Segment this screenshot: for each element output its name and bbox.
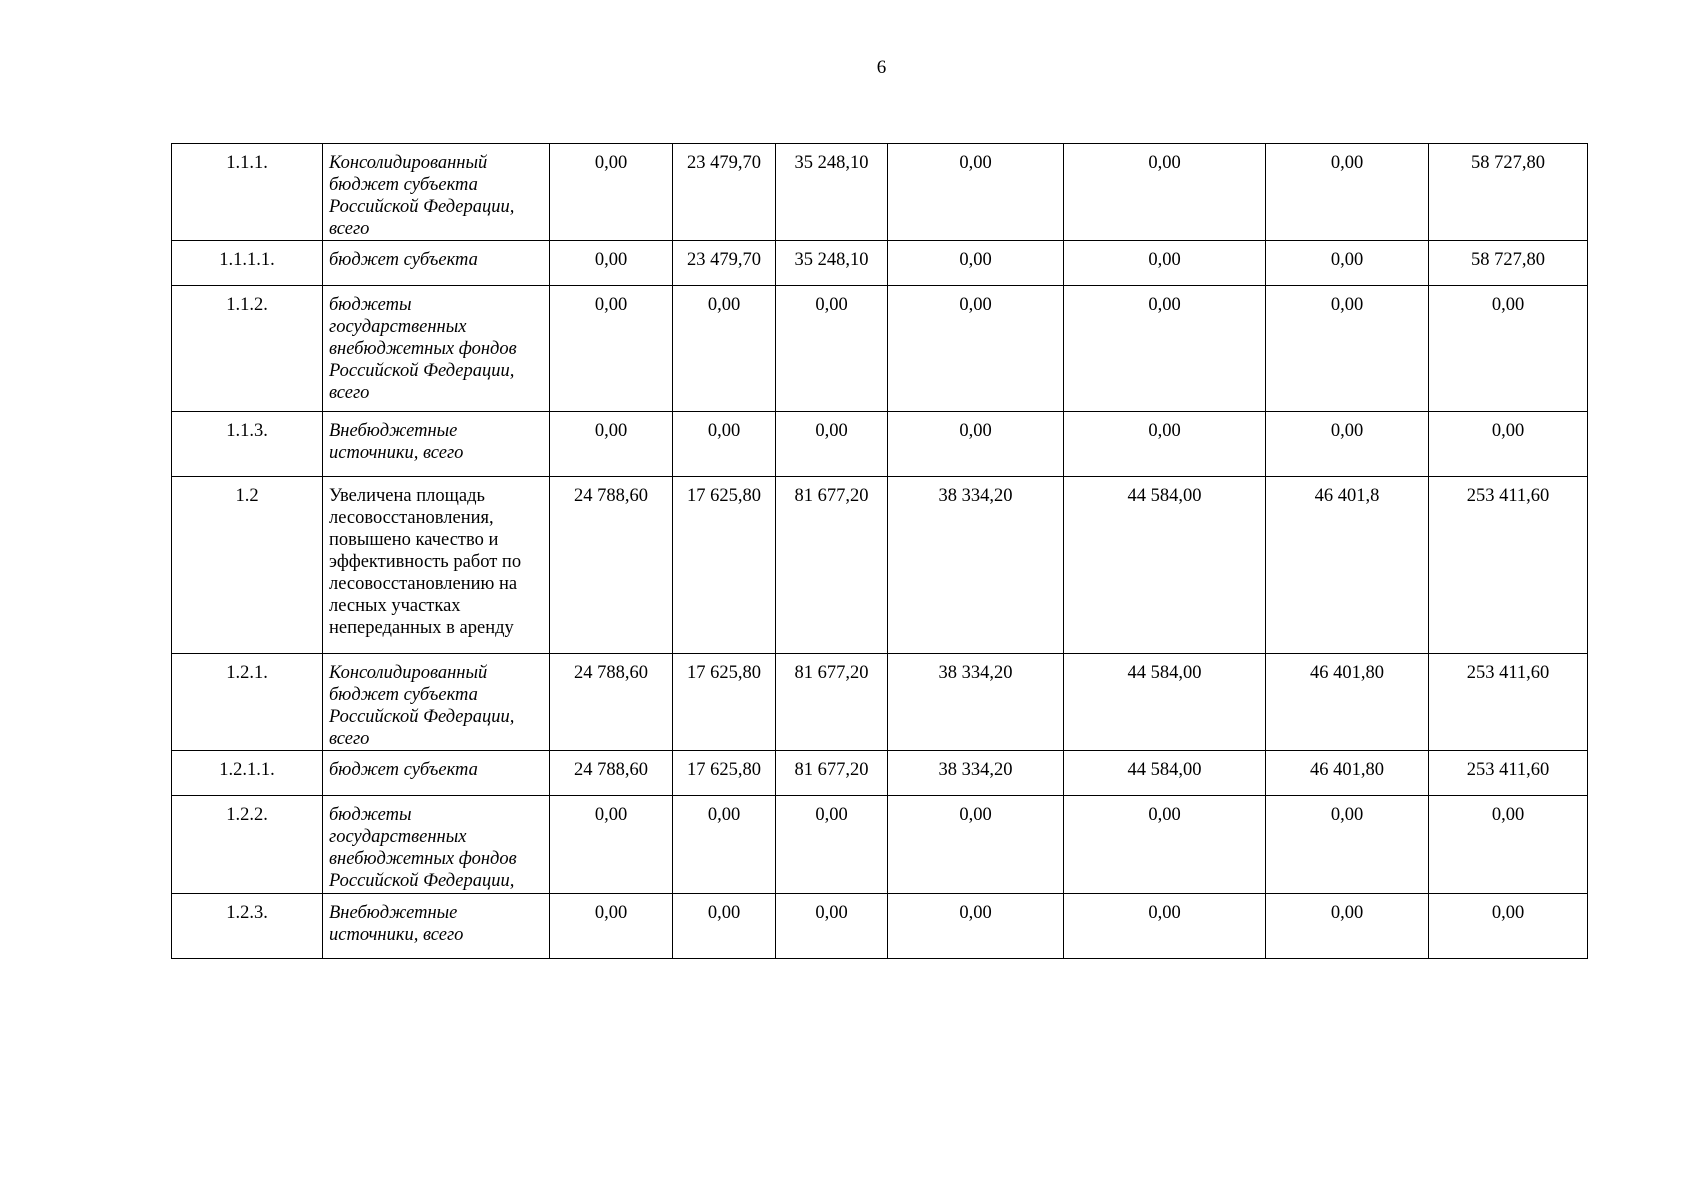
value-cell: 0,00 xyxy=(1064,241,1266,286)
value-cell: 0,00 xyxy=(1064,412,1266,477)
value-cell: 44 584,00 xyxy=(1064,751,1266,796)
value-cell: 0,00 xyxy=(1266,286,1429,412)
value-cell: 24 788,60 xyxy=(550,751,673,796)
value-cell: 35 248,10 xyxy=(776,144,888,241)
table-row xyxy=(172,796,1588,894)
value-cell: 0,00 xyxy=(1064,286,1266,412)
value-cell: 46 401,8 xyxy=(1266,477,1429,654)
row-description: бюджеты государственных внебюджетных фондов Российской Федерации, всего xyxy=(323,286,550,412)
row-description: Консолидированный бюджет субъекта Российской Федерации, всего xyxy=(323,654,550,751)
table-row xyxy=(172,654,1588,751)
row-description: бюджет субъекта xyxy=(323,751,550,796)
row-description: Консолидированный бюджет субъекта Российской Федерации, всего xyxy=(323,144,550,241)
value-cell: 17 625,80 xyxy=(673,477,776,654)
value-cell: 0,00 xyxy=(673,412,776,477)
value-cell: 17 625,80 xyxy=(673,751,776,796)
value-cell: 58 727,80 xyxy=(1429,144,1588,241)
value-cell: 0,00 xyxy=(1266,412,1429,477)
value-cell: 253 411,60 xyxy=(1429,751,1588,796)
table-row xyxy=(172,751,1588,796)
value-cell: 38 334,20 xyxy=(888,654,1064,751)
row-code: 1.1.2. xyxy=(172,286,323,412)
row-description: Внебюджетные источники, всего xyxy=(323,894,550,959)
value-cell: 0,00 xyxy=(550,241,673,286)
value-cell: 0,00 xyxy=(1429,286,1588,412)
value-cell: 0,00 xyxy=(1266,241,1429,286)
value-cell: 23 479,70 xyxy=(673,241,776,286)
value-cell: 0,00 xyxy=(1429,894,1588,959)
value-cell: 0,00 xyxy=(550,796,673,894)
row-description: Внебюджетные источники, всего xyxy=(323,412,550,477)
row-code: 1.2.1. xyxy=(172,654,323,751)
value-cell: 0,00 xyxy=(776,796,888,894)
value-cell: 0,00 xyxy=(888,144,1064,241)
row-description: Увеличена площадь лесовосстановления, повышено качество и эффективность работ по лесовосстановлению на лесных участках непереданных в аренду xyxy=(323,477,550,654)
value-cell: 44 584,00 xyxy=(1064,477,1266,654)
value-cell: 46 401,80 xyxy=(1266,751,1429,796)
value-cell: 0,00 xyxy=(1064,894,1266,959)
table-row xyxy=(172,286,1588,412)
row-description: бюджет субъекта xyxy=(323,241,550,286)
row-description: бюджеты государственных внебюджетных фондов Российской Федерации, xyxy=(323,796,550,894)
value-cell: 46 401,80 xyxy=(1266,654,1429,751)
value-cell: 0,00 xyxy=(550,286,673,412)
value-cell: 0,00 xyxy=(1429,796,1588,894)
value-cell: 44 584,00 xyxy=(1064,654,1266,751)
value-cell: 0,00 xyxy=(1064,796,1266,894)
value-cell: 0,00 xyxy=(673,796,776,894)
value-cell: 0,00 xyxy=(1266,144,1429,241)
page-number: 6 xyxy=(876,57,887,78)
value-cell: 253 411,60 xyxy=(1429,477,1588,654)
value-cell: 24 788,60 xyxy=(550,477,673,654)
value-cell: 0,00 xyxy=(673,894,776,959)
value-cell: 23 479,70 xyxy=(673,144,776,241)
value-cell: 24 788,60 xyxy=(550,654,673,751)
value-cell: 0,00 xyxy=(888,412,1064,477)
row-code: 1.2.1.1. xyxy=(172,751,323,796)
row-code: 1.2.2. xyxy=(172,796,323,894)
value-cell: 0,00 xyxy=(673,286,776,412)
table-row xyxy=(172,144,1588,241)
table-row xyxy=(172,477,1588,654)
table-row xyxy=(172,894,1588,959)
row-code: 1.2 xyxy=(172,477,323,654)
value-cell: 0,00 xyxy=(1266,796,1429,894)
value-cell: 253 411,60 xyxy=(1429,654,1588,751)
value-cell: 0,00 xyxy=(776,412,888,477)
row-code: 1.1.1. xyxy=(172,144,323,241)
row-code: 1.1.3. xyxy=(172,412,323,477)
value-cell: 0,00 xyxy=(888,796,1064,894)
value-cell: 35 248,10 xyxy=(776,241,888,286)
value-cell: 0,00 xyxy=(888,286,1064,412)
table-row xyxy=(172,241,1588,286)
value-cell: 0,00 xyxy=(1429,412,1588,477)
value-cell: 17 625,80 xyxy=(673,654,776,751)
value-cell: 0,00 xyxy=(550,144,673,241)
value-cell: 0,00 xyxy=(776,286,888,412)
value-cell: 58 727,80 xyxy=(1429,241,1588,286)
value-cell: 81 677,20 xyxy=(776,477,888,654)
value-cell: 0,00 xyxy=(550,894,673,959)
value-cell: 81 677,20 xyxy=(776,751,888,796)
funding-table xyxy=(171,143,1588,959)
row-code: 1.2.3. xyxy=(172,894,323,959)
table-row xyxy=(172,412,1588,477)
value-cell: 0,00 xyxy=(1064,144,1266,241)
table-body xyxy=(172,144,1588,959)
value-cell: 0,00 xyxy=(1266,894,1429,959)
value-cell: 0,00 xyxy=(550,412,673,477)
value-cell: 38 334,20 xyxy=(888,477,1064,654)
value-cell: 38 334,20 xyxy=(888,751,1064,796)
value-cell: 0,00 xyxy=(888,241,1064,286)
value-cell: 81 677,20 xyxy=(776,654,888,751)
value-cell: 0,00 xyxy=(888,894,1064,959)
row-code: 1.1.1.1. xyxy=(172,241,323,286)
value-cell: 0,00 xyxy=(776,894,888,959)
